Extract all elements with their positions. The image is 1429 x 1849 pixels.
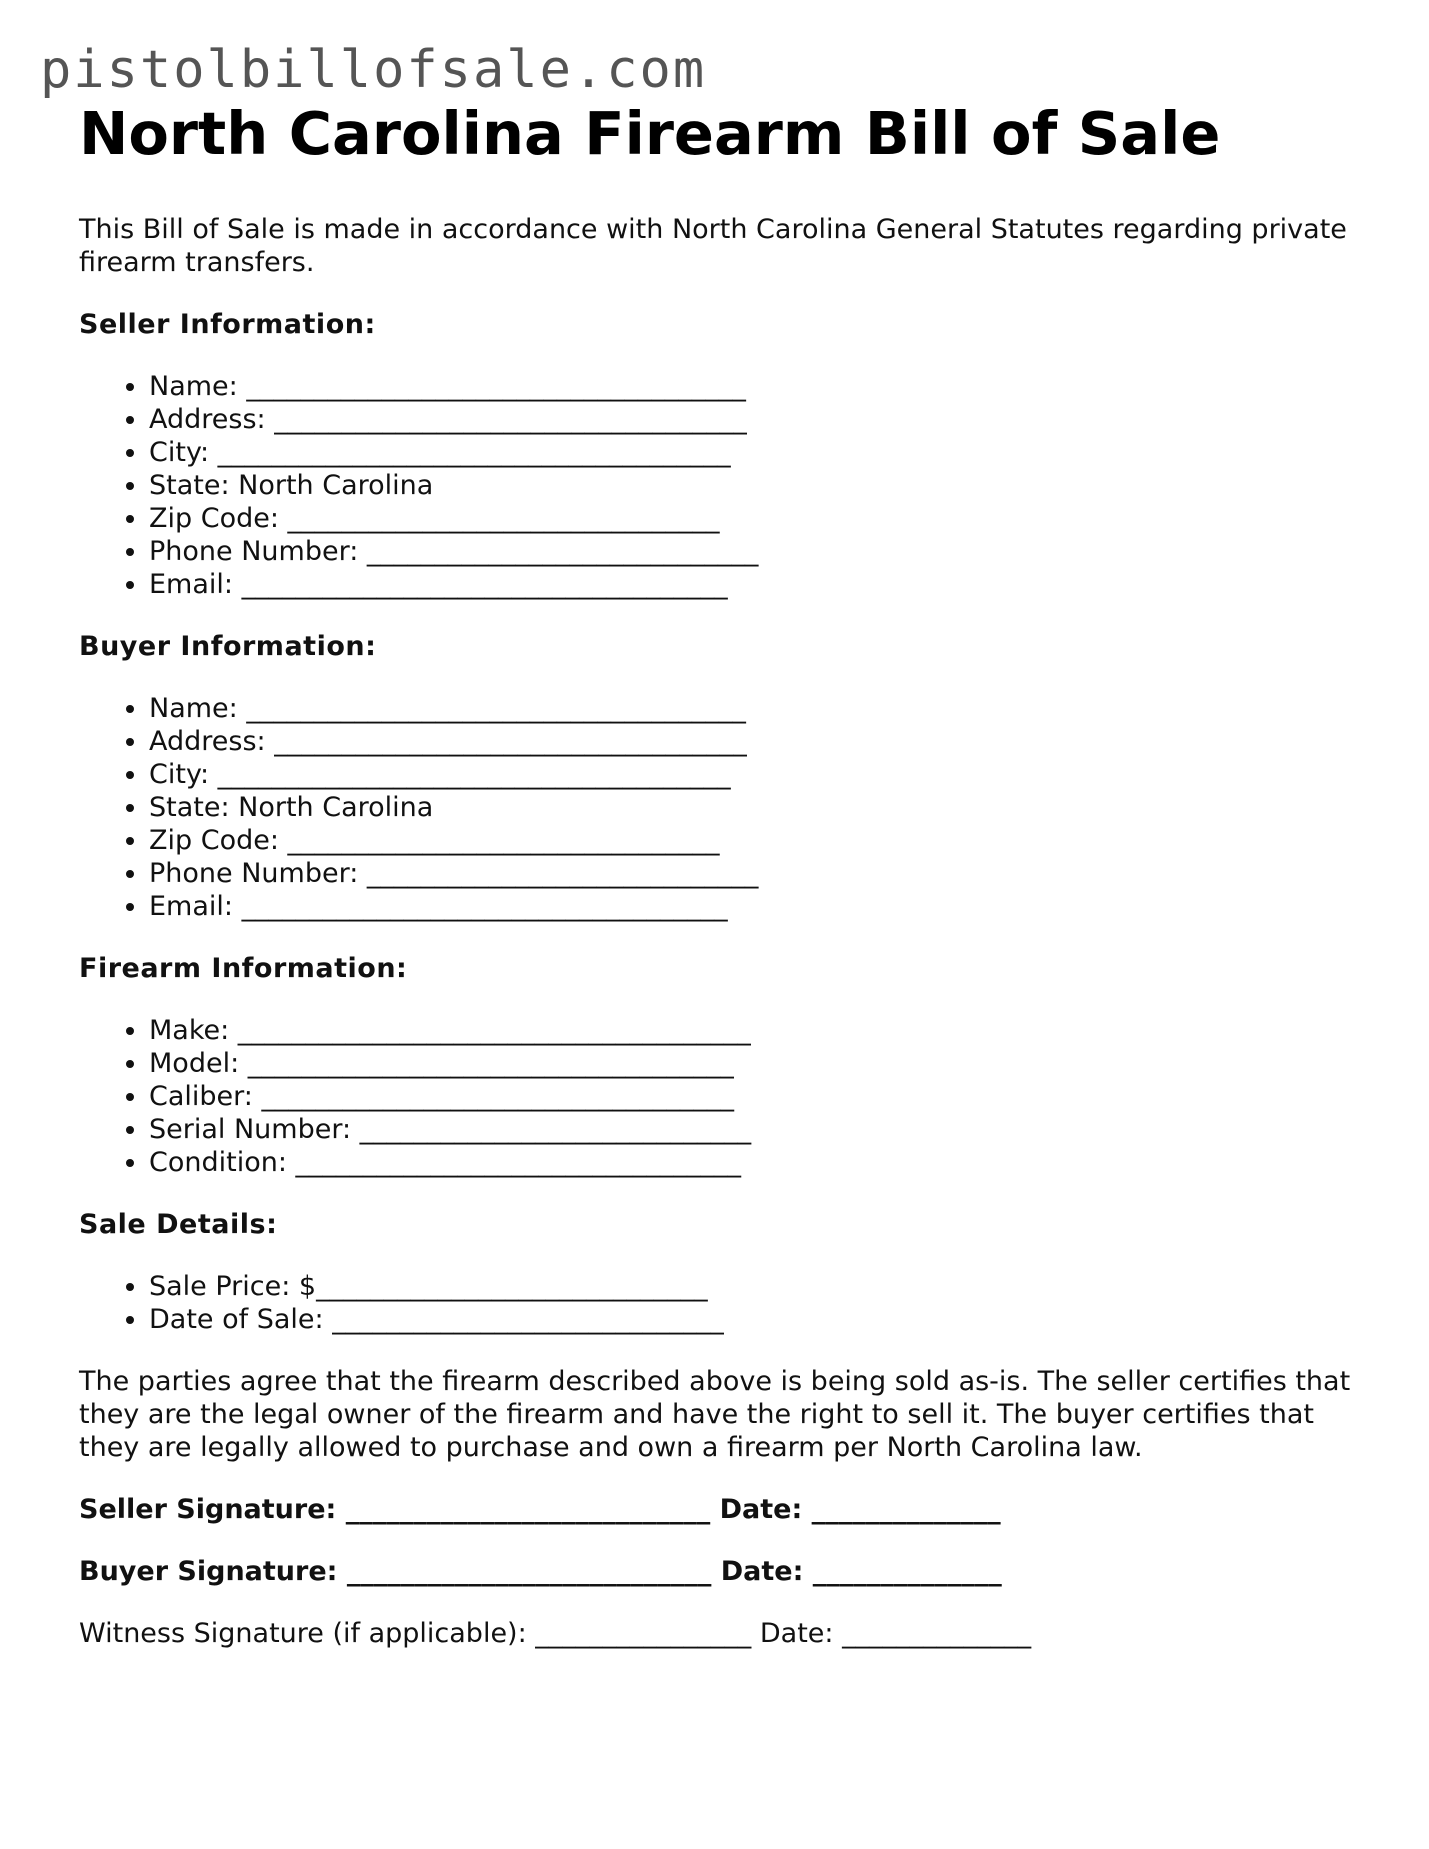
buyer-name-field[interactable]: • Name: _____________________________________ (149, 692, 1359, 725)
seller-address-field[interactable]: • Address: ___________________________________ (149, 403, 1359, 436)
firearm-heading: Firearm Information: (79, 952, 408, 984)
firearm-caliber-field[interactable]: • Caliber: ___________________________________ (149, 1080, 1359, 1113)
buyer-list (79, 692, 1359, 923)
sale-heading: Sale Details: (79, 1208, 278, 1240)
seller-state-field: • State: North Carolina (149, 469, 1359, 502)
buyer-heading: Buyer Information: (79, 630, 377, 662)
firearm-serial-field[interactable]: • Serial Number: _____________________________ (149, 1113, 1359, 1146)
buyer-email-field[interactable]: • Email: ____________________________________ (149, 890, 1359, 923)
seller-city-field[interactable]: • City: ______________________________________ (149, 436, 1359, 469)
buyer-phone-field[interactable]: • Phone Number: _____________________________ (149, 857, 1359, 890)
agreement-paragraph: The parties agree that the firearm described above is being sold as-is. The seller certifies that they are the legal owner of the firearm and have the right to sell it. The buyer certifies that they are legally allowed to purchase and own a firearm per North Carolina law. (79, 1365, 1351, 1463)
seller-name-field[interactable]: • Name: _____________________________________ (149, 370, 1359, 403)
seller-phone-field[interactable]: • Phone Number: _____________________________ (149, 535, 1359, 568)
sale-price-field[interactable]: • Sale Price: $_____________________________ (149, 1270, 1359, 1303)
buyer-city-field[interactable]: • City: ______________________________________ (149, 758, 1359, 791)
firearm-make-field[interactable]: • Make: ______________________________________ (149, 1014, 1359, 1047)
seller-email-field[interactable]: • Email: ____________________________________ (149, 568, 1359, 601)
seller-list (79, 370, 1359, 601)
sale-list (79, 1270, 1359, 1336)
buyer-signature-line[interactable]: Buyer Signature: ___________________________ Date: ______________ (79, 1555, 1002, 1587)
watermark: pistolbillofsale.com (40, 40, 707, 100)
firearm-condition-field[interactable]: • Condition: _________________________________ (149, 1146, 1359, 1179)
buyer-address-field[interactable]: • Address: ___________________________________ (149, 725, 1359, 758)
buyer-zip-field[interactable]: • Zip Code: ________________________________ (149, 824, 1359, 857)
witness-signature-line[interactable]: Witness Signature (if applicable): ________________ Date: ______________ (79, 1617, 1032, 1649)
page-title: North Carolina Firearm Bill of Sale (79, 99, 1221, 168)
firearm-list (79, 1014, 1359, 1179)
seller-signature-line[interactable]: Seller Signature: ___________________________ Date: ______________ (79, 1493, 1001, 1525)
intro-paragraph: This Bill of Sale is made in accordance with North Carolina General Statutes regarding private firearm transfers. (79, 213, 1347, 278)
firearm-model-field[interactable]: • Model: ____________________________________ (149, 1047, 1359, 1080)
seller-zip-field[interactable]: • Zip Code: ________________________________ (149, 502, 1359, 535)
buyer-state-field: • State: North Carolina (149, 791, 1359, 824)
sale-date-field[interactable]: • Date of Sale: _____________________________ (149, 1303, 1359, 1336)
document-page (79, 100, 1359, 1650)
seller-heading: Seller Information: (79, 308, 376, 340)
